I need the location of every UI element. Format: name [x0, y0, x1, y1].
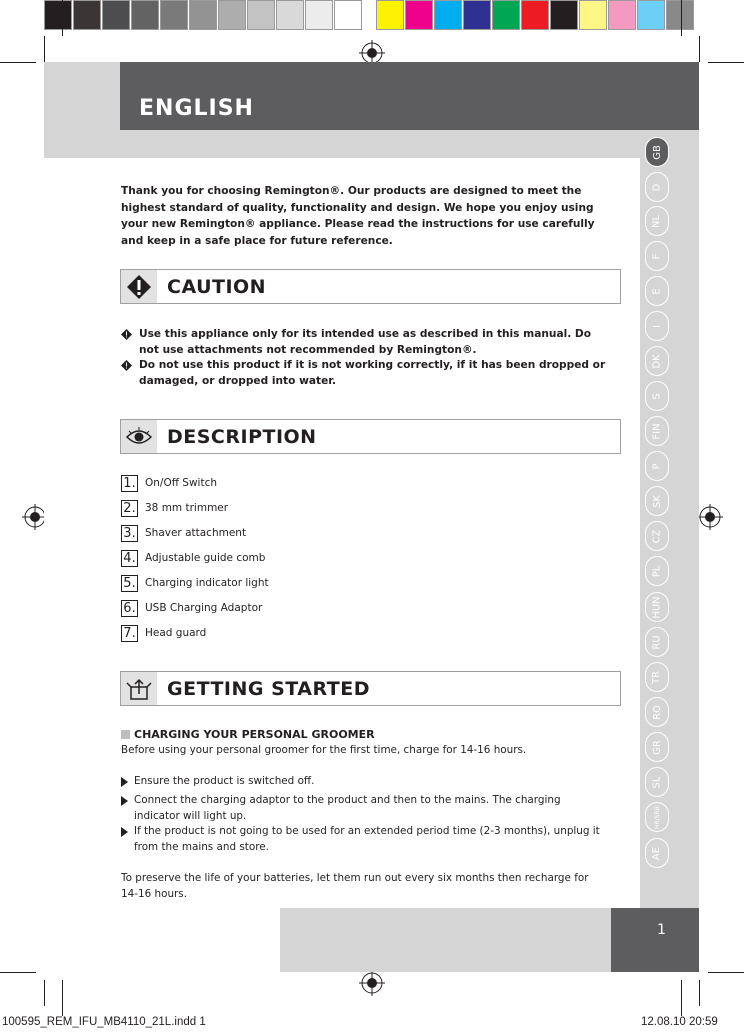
battery-tip-text: To preserve the life of your batteries, let them run out every six months then recharge for 14-16 hours.	[121, 872, 589, 900]
slug-date: 12.08.10 20:59	[641, 1016, 718, 1028]
color-swatch	[492, 0, 520, 30]
language-tab-ae	[645, 838, 669, 868]
language-tab-p	[645, 451, 669, 481]
part-number: 6.	[121, 600, 138, 617]
crop-mark	[62, 0, 63, 36]
language-tab-d	[645, 172, 669, 202]
caution-item	[121, 357, 611, 389]
color-swatch	[376, 0, 404, 30]
part-label: Charging indicator light	[145, 577, 269, 589]
diamond-bullet-icon	[121, 329, 132, 340]
part-number: 5.	[121, 575, 138, 592]
language-tab-e	[645, 276, 669, 306]
getting-started-title: GETTING STARTED	[167, 678, 370, 700]
language-tab-cz	[645, 521, 669, 551]
part-label: USB Charging Adaptor	[145, 602, 263, 614]
language-tab-s	[645, 381, 669, 411]
color-swatch	[73, 0, 101, 30]
registration-mark-icon	[359, 970, 385, 996]
color-swatch	[131, 0, 159, 30]
part-number: 1.	[121, 475, 138, 492]
page-title: ENGLISH	[139, 96, 254, 121]
language-tab-label: GB	[651, 144, 663, 160]
language-tab-label: AE	[651, 846, 663, 860]
language-tab-nl	[645, 206, 669, 236]
caution-item	[121, 326, 611, 358]
color-swatch	[44, 0, 72, 30]
color-swatch	[334, 0, 362, 30]
first-charge-text: Before using your personal groomer for the first time, charge for 14-16 hours.	[121, 744, 527, 756]
description-icon-box	[121, 420, 157, 453]
crop-mark	[708, 972, 744, 973]
color-swatch	[463, 0, 491, 30]
language-tab-label: SL	[651, 776, 663, 788]
language-tab-sl	[645, 767, 669, 797]
language-tab-label: FIN	[651, 422, 663, 440]
language-tab-label: GR	[651, 739, 663, 755]
part-label: 38 mm trimmer	[145, 502, 229, 514]
crop-mark	[681, 0, 682, 36]
registration-mark-icon	[697, 504, 723, 530]
language-tab-label: DK	[651, 353, 663, 369]
color-swatch	[666, 0, 694, 30]
description-title: DESCRIPTION	[167, 426, 317, 448]
square-bullet-icon	[121, 730, 130, 739]
crop-mark	[699, 36, 700, 62]
crop-mark	[0, 62, 36, 63]
color-swatch	[608, 0, 636, 30]
grey-color-bar	[44, 0, 363, 32]
step-text: If the product is not going to be used for an extended period time (2-3 months), unplug it from the mains and store.	[134, 825, 600, 853]
color-swatch	[521, 0, 549, 30]
color-swatch	[305, 0, 333, 30]
part-label: Shaver attachment	[145, 527, 247, 539]
color-swatch	[579, 0, 607, 30]
language-tab-dk	[645, 346, 669, 376]
language-tab-pl	[645, 556, 669, 586]
language-tab-label: NL	[651, 214, 663, 228]
charging-subheading-text: CHARGING YOUR PERSONAL GROOMER	[134, 728, 375, 741]
language-tab-i	[645, 311, 669, 341]
language-tab-ro	[645, 697, 669, 727]
part-number: 7.	[121, 625, 138, 642]
part-label: On/Off Switch	[145, 477, 218, 489]
charging-subheading	[121, 728, 375, 741]
color-swatch	[102, 0, 130, 30]
getting-started-header	[120, 671, 621, 706]
language-tab-label: RO	[651, 704, 663, 720]
color-swatch	[276, 0, 304, 30]
part-label: Head guard	[145, 627, 207, 639]
slug-file: 100595_REM_IFU_MB4110_21L.indd 1	[2, 1016, 206, 1028]
box-open-icon	[126, 677, 152, 701]
language-tab-label: S	[651, 392, 663, 400]
language-tab-label: CZ	[651, 529, 663, 543]
color-swatch	[434, 0, 462, 30]
language-tab-hr-srb	[645, 802, 669, 832]
step-text: Ensure the product is switched off.	[134, 775, 315, 787]
caution-icon-box	[121, 270, 157, 303]
caution-item-text: Do not use this product if it is not working correctly, if it has been dropped or damaged, or dropped into water.	[139, 359, 606, 387]
language-tab-label: PL	[651, 565, 663, 577]
language-tab-label: D	[651, 183, 663, 191]
intro-paragraph: Thank you for choosing Remington®. Our products are designed to meet the highest standard of quality, functionality and design. We hope you enjoy using your new Remington® appliance. Please read the instructions for use carefully and keep in a safe place for future reference.	[121, 185, 595, 247]
eye-icon	[125, 427, 153, 447]
color-swatch	[247, 0, 275, 30]
language-tab-f	[645, 241, 669, 271]
color-swatch	[189, 0, 217, 30]
language-tab-label: RU	[651, 634, 663, 650]
part-number: 3.	[121, 525, 138, 542]
color-swatch	[405, 0, 433, 30]
crop-mark	[708, 62, 744, 63]
color-swatch	[218, 0, 246, 30]
arrow-bullet-icon	[121, 827, 128, 837]
language-tab-fin	[645, 416, 669, 446]
language-tab-label: SK	[651, 494, 663, 508]
header-band	[120, 62, 699, 130]
language-tab-hun	[645, 592, 669, 622]
crop-mark	[44, 36, 45, 62]
language-tab-gb	[645, 137, 669, 167]
arrow-bullet-icon	[121, 796, 128, 806]
color-swatch	[160, 0, 188, 30]
arrow-bullet-icon	[121, 777, 128, 787]
caution-header	[120, 269, 621, 304]
crop-mark	[62, 980, 63, 1016]
part-number: 2.	[121, 500, 138, 517]
part-label: Adjustable guide comb	[145, 552, 266, 564]
color-swatch	[550, 0, 578, 30]
language-tab-label: E	[651, 287, 663, 295]
crop-mark	[699, 980, 700, 1006]
language-tab-label: P	[651, 462, 663, 470]
crop-mark	[44, 980, 45, 1006]
getting-started-icon-box	[121, 672, 157, 705]
language-tab-label: F	[651, 253, 663, 259]
language-tab-tr	[645, 662, 669, 692]
language-tab-label: HR/SRB	[653, 805, 661, 829]
language-tab-sk	[645, 486, 669, 516]
warning-icon	[126, 274, 152, 300]
diamond-bullet-icon	[121, 360, 132, 371]
color-swatch	[637, 0, 665, 30]
process-color-bar	[376, 0, 695, 32]
language-tab-label: HUN	[651, 595, 663, 619]
crop-mark	[681, 980, 682, 1016]
language-tab-label: TR	[651, 670, 663, 684]
language-tab-gr	[645, 732, 669, 762]
language-tab-ru	[645, 627, 669, 657]
page-number: 1	[657, 922, 666, 938]
step-text: Connect the charging adaptor to the product and then to the mains. The charging indicator will light up.	[134, 794, 561, 822]
caution-title: CAUTION	[167, 276, 267, 298]
page-number-box	[611, 908, 699, 972]
part-number: 4.	[121, 550, 138, 567]
language-tab-label: I	[651, 324, 663, 328]
description-header	[120, 419, 621, 454]
crop-mark	[0, 972, 36, 973]
caution-item-text: Use this appliance only for its intended use as described in this manual. Do not use attachments not recommended by Remington®.	[139, 328, 592, 356]
